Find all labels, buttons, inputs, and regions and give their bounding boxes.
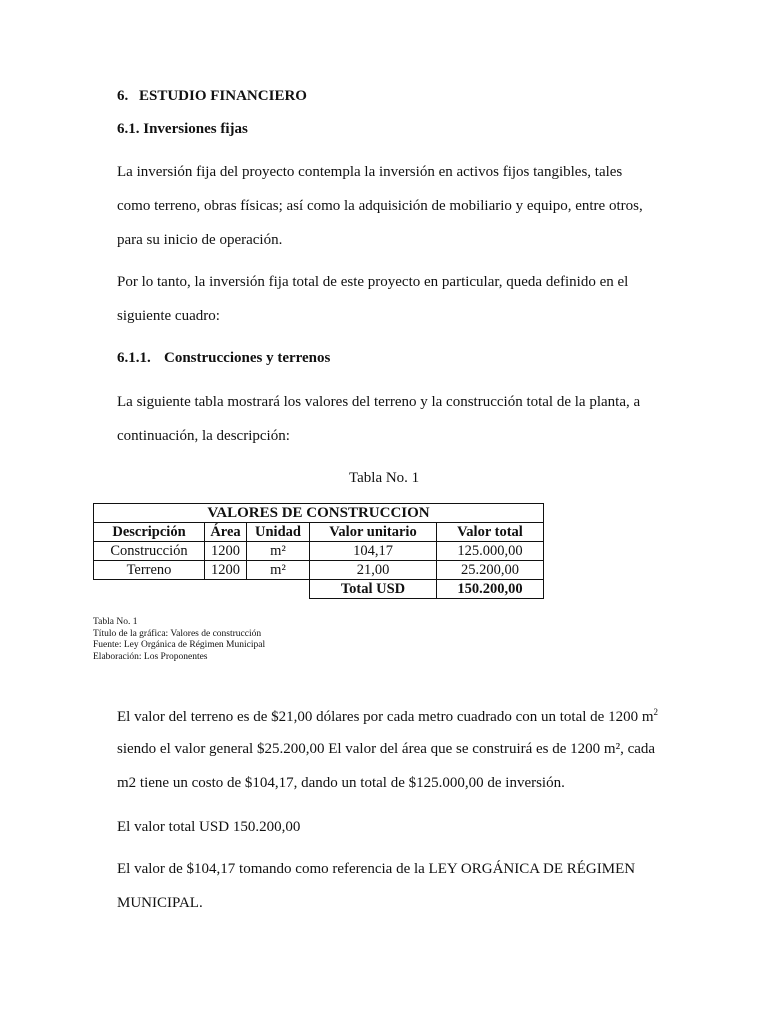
table-cell: m² bbox=[247, 542, 310, 561]
paragraph-line: El valor de $104,17 tomando como referencia de la LEY ORGÁNICA DE RÉGIMEN bbox=[117, 861, 636, 877]
table-row bbox=[94, 561, 544, 580]
paragraph-line: La siguiente tabla mostrará los valores del terreno y la construcción total de la planta, a bbox=[117, 394, 641, 410]
paragraph-line: MUNICIPAL. bbox=[117, 895, 203, 911]
paragraph-line: El valor total USD 150.200,00 bbox=[117, 819, 301, 835]
table-cell: Terreno bbox=[94, 561, 205, 580]
paragraph-line: siendo el valor general $25.200,00 El valor del área que se construirá es de 1200 m², cada bbox=[117, 741, 656, 757]
subsubsection-heading bbox=[117, 350, 330, 367]
source-note: Título de la gráfica: Valores de construcción bbox=[93, 628, 262, 639]
column-header: Valor unitario bbox=[310, 523, 437, 542]
table-cell: Construcción bbox=[94, 542, 205, 561]
paragraph-line bbox=[117, 707, 658, 726]
paragraph-line: continuación, la descripción: bbox=[117, 428, 290, 444]
paragraph-line: para su inicio de operación. bbox=[117, 232, 283, 248]
section-number: 6. bbox=[117, 88, 129, 104]
table-total-row bbox=[94, 580, 544, 599]
superscript: 2 bbox=[653, 707, 658, 717]
paragraph-line: como terreno, obras físicas; así como la adquisición de mobiliario y equipo, entre otros, bbox=[117, 198, 643, 214]
source-note: Fuente: Ley Orgánica de Régimen Municipal bbox=[93, 640, 266, 650]
table-cell: 1200 bbox=[205, 561, 247, 580]
table-cell: m² bbox=[247, 561, 310, 580]
total-label: Total USD bbox=[310, 580, 437, 599]
total-value: 150.200,00 bbox=[437, 580, 544, 599]
column-header: Descripción bbox=[94, 523, 205, 542]
source-note: Elaboración: Los Proponentes bbox=[93, 651, 208, 662]
paragraph-text: El valor del terreno es de $21,00 dólares por cada metro cuadrado con un total de 1200 m bbox=[117, 709, 654, 725]
paragraph-line: siguiente cuadro: bbox=[117, 308, 220, 324]
column-header: Unidad bbox=[247, 523, 310, 542]
subsubsection-title: Construcciones y terrenos bbox=[164, 350, 331, 366]
table-title: VALORES DE CONSTRUCCION bbox=[94, 504, 544, 523]
section-title: ESTUDIO FINANCIERO bbox=[139, 88, 307, 104]
table-row bbox=[94, 542, 544, 561]
subsection-heading: 6.1. Inversiones fijas bbox=[117, 121, 248, 137]
table-cell: 25.200,00 bbox=[437, 561, 544, 580]
table-empty-cell bbox=[94, 580, 310, 599]
table-cell: 1200 bbox=[205, 542, 247, 561]
construction-values-table bbox=[93, 503, 544, 599]
table-caption: Tabla No. 1 bbox=[349, 470, 420, 486]
table-cell: 21,00 bbox=[310, 561, 437, 580]
paragraph-line: Por lo tanto, la inversión fija total de este proyecto en particular, queda definido en el bbox=[117, 274, 629, 290]
paragraph-line: La inversión fija del proyecto contempla la inversión en activos fijos tangibles, tales bbox=[117, 164, 623, 180]
column-header: Área bbox=[205, 523, 247, 542]
column-header: Valor total bbox=[437, 523, 544, 542]
subsubsection-number: 6.1.1. bbox=[117, 350, 151, 366]
table-cell: 125.000,00 bbox=[437, 542, 544, 561]
table-cell: 104,17 bbox=[310, 542, 437, 561]
source-note: Tabla No. 1 bbox=[93, 617, 138, 627]
paragraph-line: m2 tiene un costo de $104,17, dando un total de $125.000,00 de inversión. bbox=[117, 775, 565, 791]
source-notes bbox=[93, 617, 265, 663]
section-heading bbox=[117, 88, 307, 105]
